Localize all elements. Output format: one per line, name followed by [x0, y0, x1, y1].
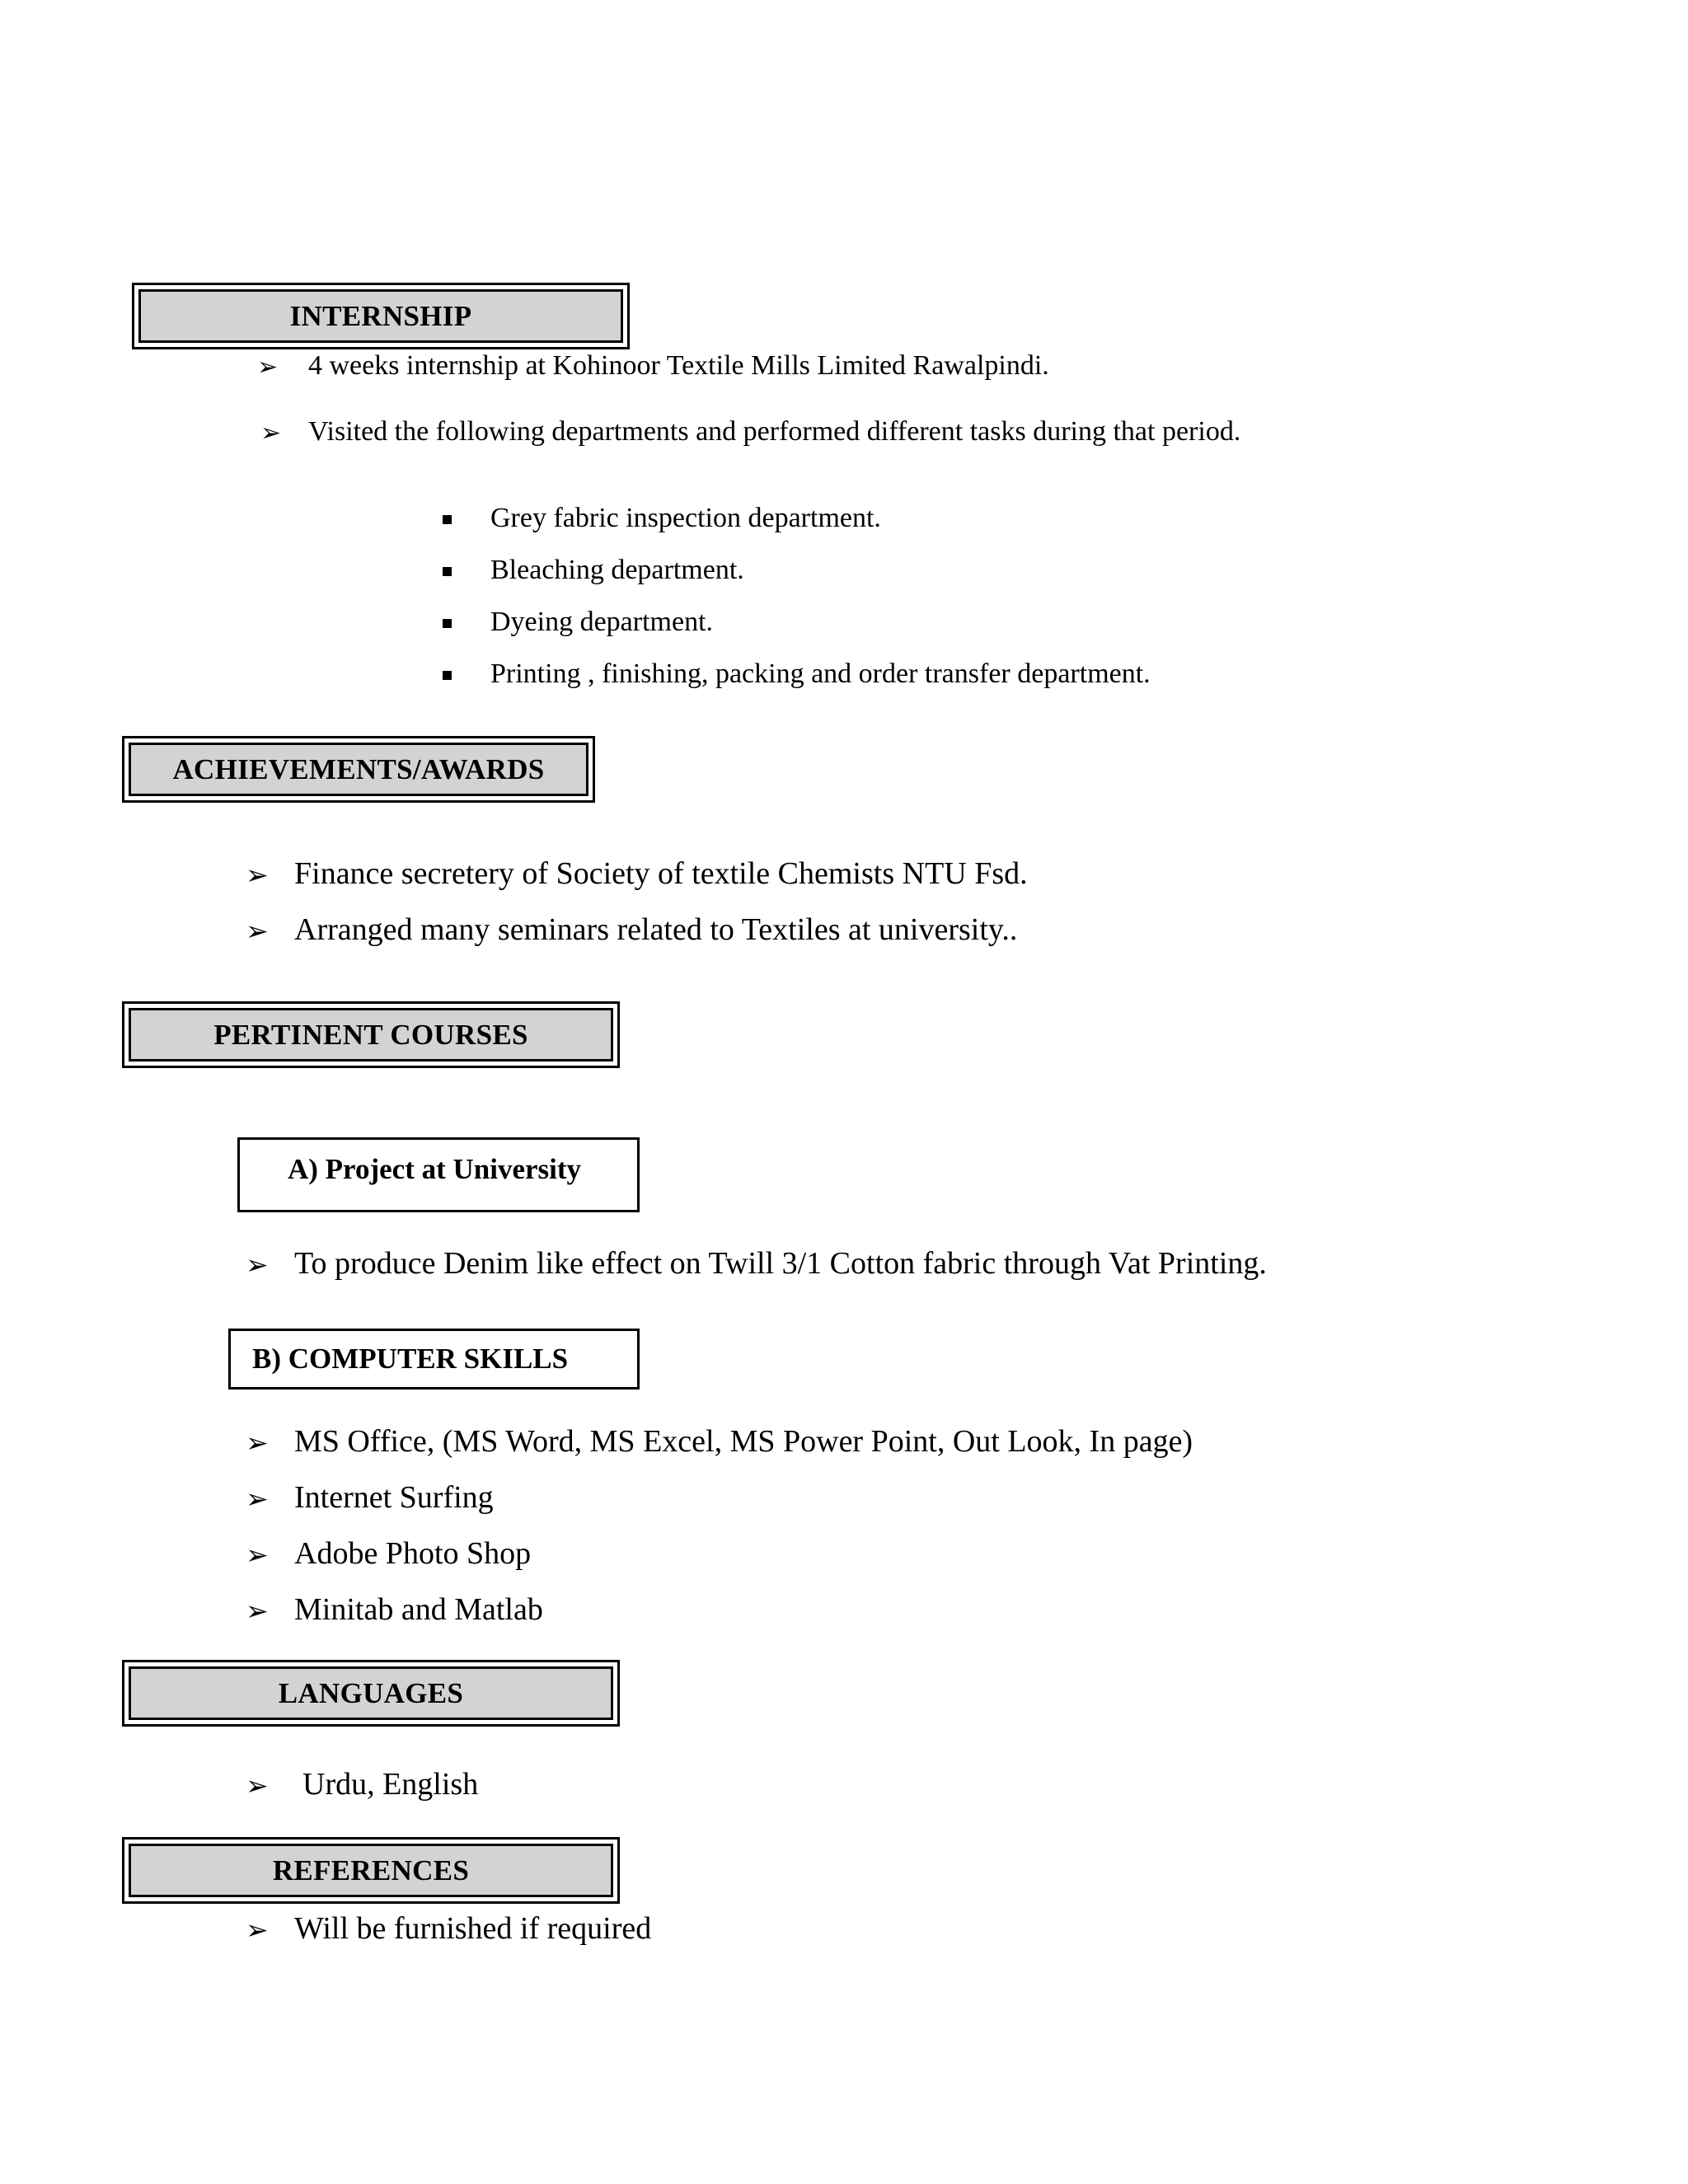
square-bullet-icon [443, 671, 452, 680]
arrow-bullet-icon: ➢ [246, 1483, 269, 1515]
language-item: Urdu, English [302, 1767, 479, 1802]
department-label: Printing , finishing, packing and order transfer department. [490, 658, 1151, 689]
computer-skill-item: Minitab and Matlab [294, 1592, 543, 1627]
square-bullet-icon [443, 567, 452, 576]
arrow-bullet-icon: ➢ [246, 1595, 269, 1627]
arrow-bullet-icon: ➢ [246, 1769, 269, 1802]
computer-skills-heading-box [228, 1329, 640, 1390]
languages-heading: LANGUAGES [129, 1666, 613, 1720]
department-label: Bleaching department. [490, 555, 744, 585]
arrow-bullet-icon: ➢ [246, 1539, 269, 1571]
square-bullet-icon [443, 515, 452, 524]
languages-heading-box [122, 1660, 620, 1727]
arrow-bullet-icon: ➢ [246, 859, 269, 891]
references-heading: REFERENCES [129, 1844, 613, 1897]
computer-skill-item: Internet Surfing [294, 1480, 494, 1515]
arrow-bullet-icon: ➢ [246, 915, 269, 947]
achievement-item: Finance secretery of Society of textile Chemists NTU Fsd. [294, 856, 1028, 891]
arrow-bullet-icon: ➢ [246, 1249, 269, 1281]
courses-heading-box [122, 1001, 620, 1068]
achievement-item: Arranged many seminars related to Textiles at university.. [294, 912, 1018, 947]
courses-heading: PERTINENT COURSES [129, 1008, 613, 1062]
department-label: Grey fabric inspection department. [490, 503, 881, 533]
square-bullet-icon [443, 619, 452, 628]
department-label: Dyeing department. [490, 607, 714, 637]
arrow-bullet-icon: ➢ [257, 353, 279, 382]
internship-heading: INTERNSHIP [138, 289, 623, 343]
computer-skill-item: MS Office, (MS Word, MS Excel, MS Power Point, Out Look, In page) [294, 1424, 1193, 1459]
reference-item: Will be furnished if required [294, 1911, 652, 1946]
achievements-heading-box [122, 736, 595, 803]
project-heading: A) Project at University [288, 1152, 582, 1185]
arrow-bullet-icon: ➢ [246, 1427, 269, 1459]
arrow-bullet-icon: ➢ [246, 1914, 269, 1946]
computer-skills-heading: B) COMPUTER SKILLS [252, 1343, 569, 1375]
project-heading-box [237, 1137, 640, 1212]
internship-heading-box [132, 283, 630, 349]
internship-bullet-1: 4 weeks internship at Kohinoor Textile Mills Limited Rawalpindi. [308, 350, 1049, 381]
achievements-heading: ACHIEVEMENTS/AWARDS [129, 743, 588, 796]
internship-bullet-2: Visited the following departments and performed different tasks during that period. [308, 416, 1241, 447]
references-heading-box [122, 1837, 620, 1904]
computer-skill-item: Adobe Photo Shop [294, 1536, 532, 1571]
project-item: To produce Denim like effect on Twill 3/1 Cotton fabric through Vat Printing. [294, 1246, 1267, 1281]
arrow-bullet-icon: ➢ [260, 419, 282, 448]
